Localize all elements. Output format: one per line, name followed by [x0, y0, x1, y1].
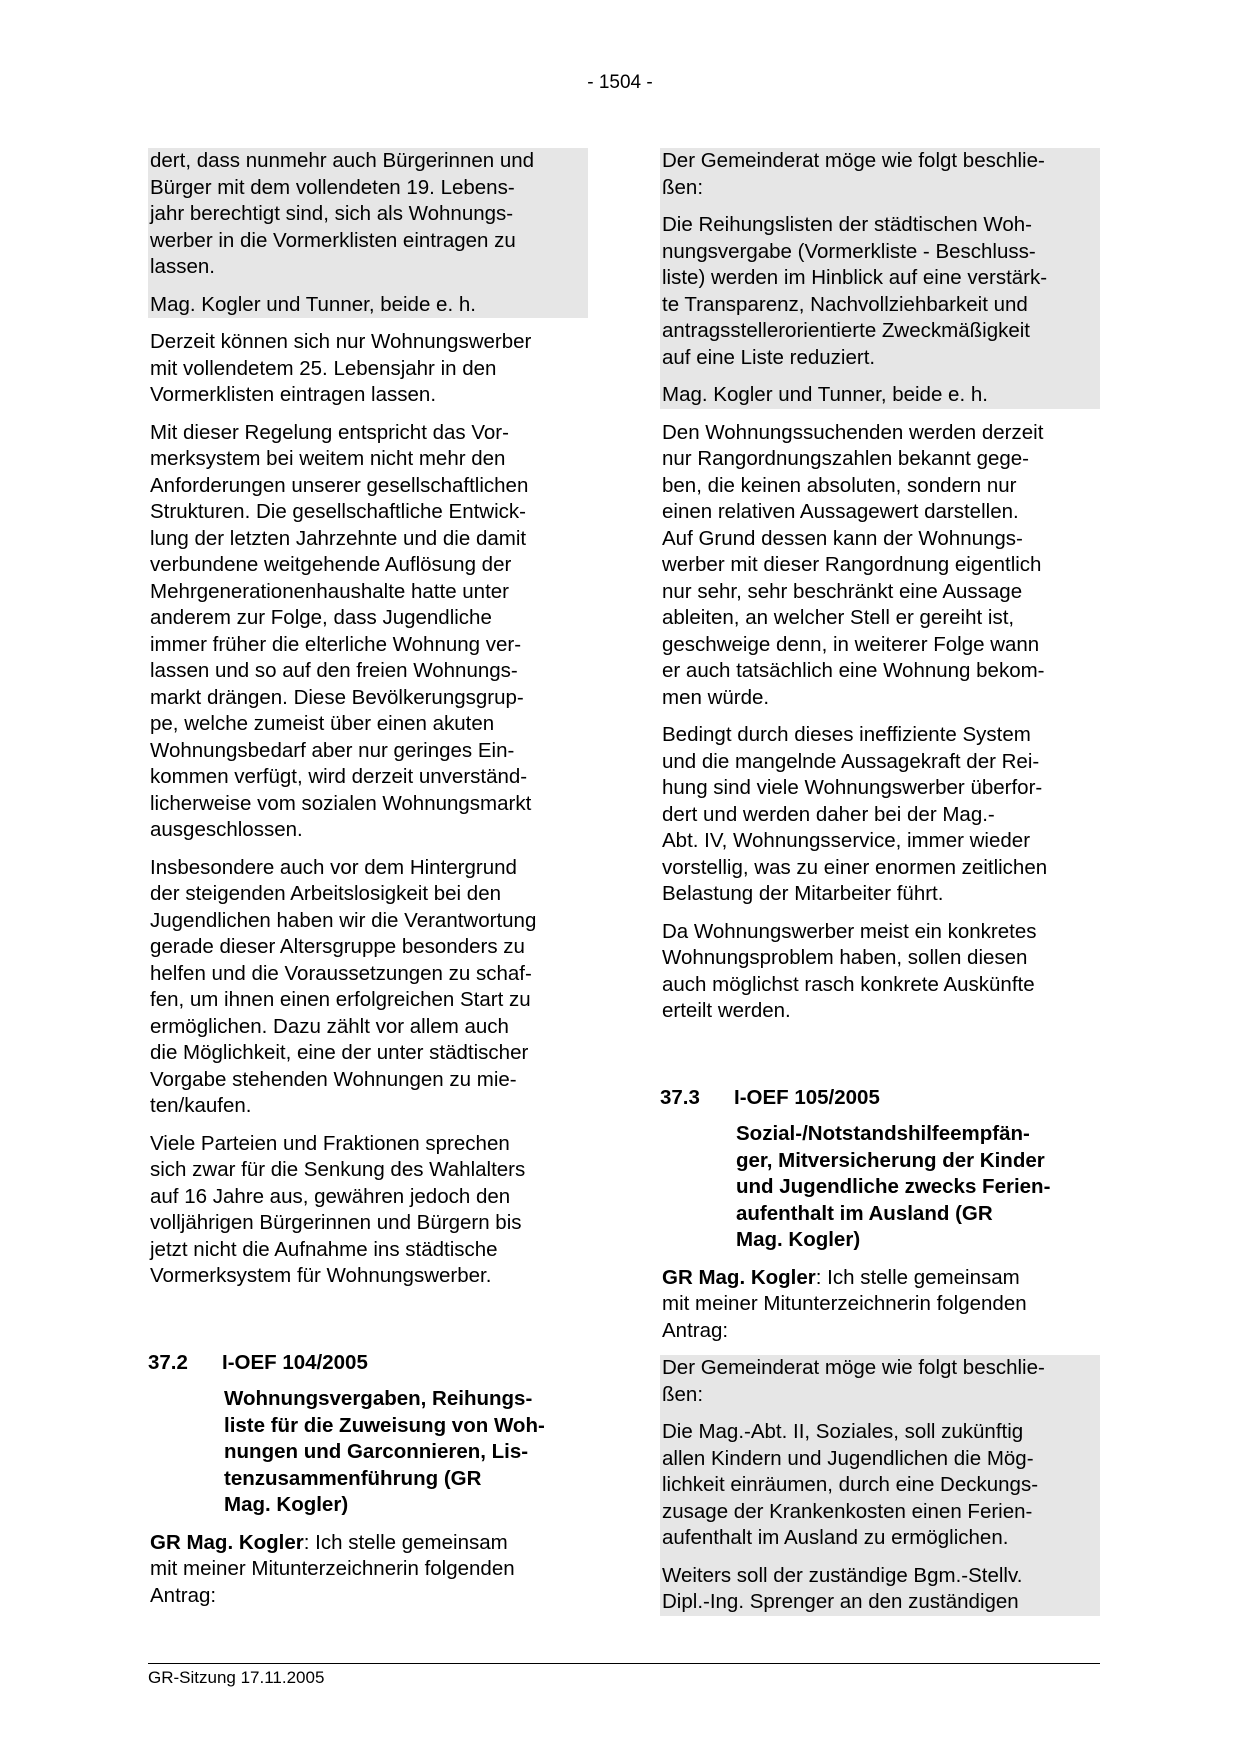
paragraph: Den Wohnungssuchenden werden derzeit nur Rangordnungszahlen bekannt gege- ben, die keinen absoluten, sondern nur einen relativen Aussagewert darstellen. Auf Grund dessen kann der Wohnungs- werber mit dieser Rangordnung eigentlich nur sehr, sehr beschränkt eine Aussage ableiten, an welcher Stell er gereiht ist, geschweige denn, in weiterer Folge wann er auch tatsächlich eine Wohnung bekom- men würde. — [662, 420, 1045, 709]
motion-intro: Der Gemeinderat möge wie folgt beschlie- ßen: — [662, 149, 1045, 199]
paragraph: Mit dieser Regelung entspricht das Vor- merksystem bei weitem nicht mehr den Anforderungen unserer gesellschaftlichen Strukturen. Die gesellschaftliche Entwick- lung der letzten Jahrzehnte und die damit verbundene weitgehende Auflösung der Mehrgenerationenhaushalte hatte unter anderem zur Folge, dass Jugendliche immer früher die elterliche Wohnung ver- lassen und so auf den freien Wohnungs- markt drängen. Diese Bevölkerungsgrup- pe, welche zumeist über einen akuten Wohnungsbedarf aber nur geringes Ein- kommen verfügt, wird derzeit unverständ- licherweise vom sozialen Wohnungsmarkt ausgeschlossen. — [150, 420, 532, 841]
footer-rule — [148, 1663, 1100, 1664]
motion-box — [660, 148, 1100, 409]
speaker-name: GR Mag. Kogler — [662, 1265, 816, 1289]
page-number: - 1504 - — [587, 72, 653, 93]
paragraph: Insbesondere auch vor dem Hintergrund der steigenden Arbeitslosigkeit bei den Jugendlichen haben wir die Verantwortung gerade dieser Altersgruppe besonders zu helfen und die Voraussetzungen zu schaf- fen, um ihnen einen erfolgreichen Start zu ermöglichen. Dazu zählt vor allem auch die Möglichkeit, eine der unter städtischer Vorgabe stehenden Wohnungen zu mie- ten/kaufen. — [150, 855, 537, 1117]
motion-intro: Der Gemeinderat möge wie folgt beschlie- ßen: — [662, 1356, 1045, 1406]
speaker-paragraph — [660, 1265, 1100, 1345]
section-heading-37-2 — [148, 1350, 588, 1377]
section-number: 37.2 — [148, 1350, 188, 1374]
speaker-text: : Ich stelle gemeinsam mit meiner Mitunterzeichnerin folgenden Antrag: — [662, 1265, 1027, 1342]
footer-session-date: GR-Sitzung 17.11.2005 — [148, 1668, 325, 1687]
paragraph: Derzeit können sich nur Wohnungswerber mit vollendetem 25. Lebensjahr in den Vormerklisten eintragen lassen. — [150, 330, 532, 406]
right-column — [660, 148, 1100, 1616]
section-code: I-OEF 104/2005 — [222, 1350, 368, 1374]
motion-box — [660, 1355, 1100, 1616]
motion-signature: Mag. Kogler und Tunner, beide e. h. — [662, 383, 988, 406]
left-column — [148, 148, 588, 1609]
section-number: 37.3 — [660, 1085, 700, 1109]
motion-text: dert, dass nunmehr auch Bürgerinnen und Bürger mit dem vollendeten 19. Lebens- jahr berechtigt sind, sich als Wohnungs- werber in die Vormerklisten eintragen zu lassen. — [150, 149, 535, 278]
section-title: Sozial-/Notstandshilfeempfän- ger, Mitversicherung der Kinder und Jugendliche zwecks Ferien- aufenthalt im Ausland (GR Mag. Kogler) — [736, 1122, 1051, 1251]
paragraph: Bedingt durch dieses ineffiziente System und die mangelnde Aussagekraft der Rei- hung sind viele Wohnungswerber überfor- dert und werden daher bei der Mag.- Abt. IV, Wohnungsservice, immer wieder vorstellig, was zu einer enormen zeitlichen Belastung der Mitarbeiter führt. — [662, 723, 1048, 905]
section-code: I-OEF 105/2005 — [734, 1085, 880, 1109]
speaker-name: GR Mag. Kogler — [150, 1530, 304, 1554]
paragraph: Viele Parteien und Fraktionen sprechen sich zwar für die Senkung des Wahlalters auf 16 Jahre aus, gewähren jedoch den volljährigen Bürgerinnen und Bürgern bis jetzt nicht die Aufnahme ins städtische Vormerksystem für Wohnungswerber. — [150, 1131, 526, 1287]
motion-text: Weiters soll der zuständige Bgm.-Stellv. Dipl.-Ing. Sprenger an den zuständigen — [662, 1563, 1023, 1613]
section-title: Wohnungsvergaben, Reihungs- liste für die Zuweisung von Woh- nungen und Garconnieren, Lis- tenzusammenführung (GR Mag. Kogler) — [224, 1387, 545, 1516]
motion-box-continued — [148, 148, 588, 318]
paragraph: Da Wohnungswerber meist ein konkretes Wohnungsproblem haben, sollen diesen auch möglichst rasch konkrete Auskünfte erteilt werden. — [662, 919, 1037, 1022]
motion-signature: Mag. Kogler und Tunner, beide e. h. — [150, 292, 476, 316]
motion-text: Die Reihungslisten der städtischen Woh- nungsvergabe (Vormerkliste - Beschluss- liste) werden im Hinblick auf eine verstärk- te Transparenz, Nachvollziehbarkeit und antragsstellerorientierte Zweckmäßigkeit auf eine Liste reduziert. — [662, 213, 1048, 369]
speaker-text: : Ich stelle gemeinsam mit meiner Mitunterzeichnerin folgenden Antrag: — [150, 1530, 515, 1607]
section-heading-37-3 — [660, 1085, 1100, 1112]
motion-text: Die Mag.-Abt. II, Soziales, soll zukünftig allen Kindern und Jugendlichen die Mög- lichkeit einräumen, durch eine Deckungs- zusage der Krankenkosten einen Ferien- aufenthalt im Ausland zu ermöglichen. — [662, 1420, 1039, 1549]
speaker-paragraph — [148, 1530, 588, 1610]
